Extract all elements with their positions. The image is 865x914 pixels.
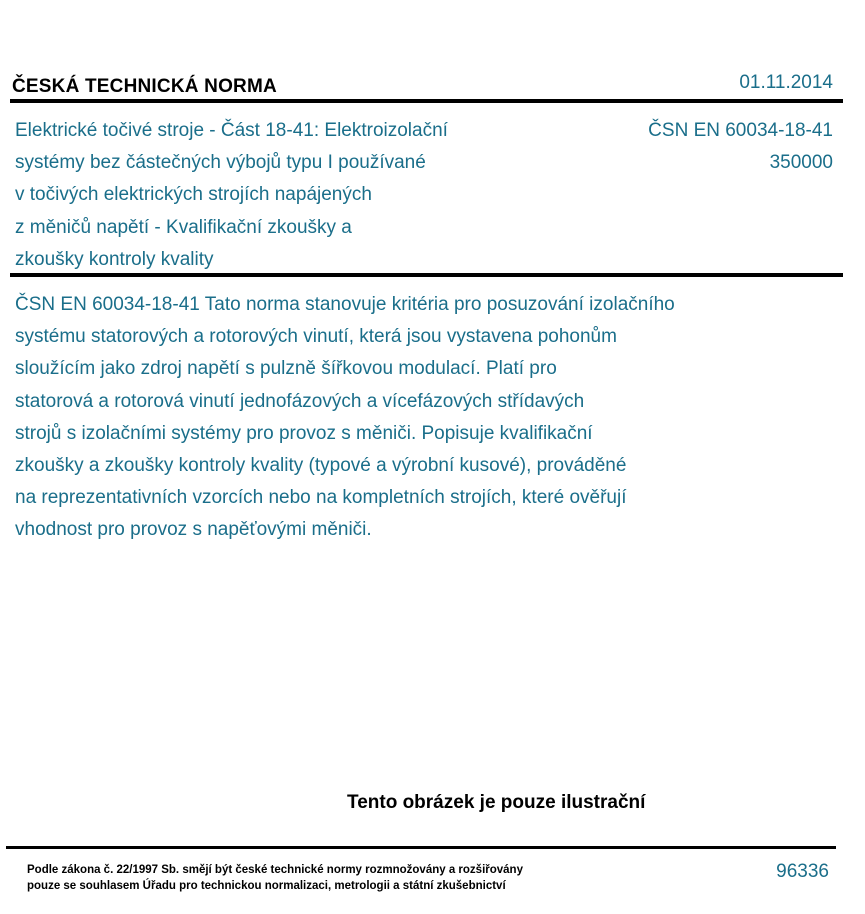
abstract-line: ČSN EN 60034-18-41 Tato norma stanovuje kritéria pro posuzování izolačního [15, 294, 675, 315]
classification-number: 350000 [769, 152, 833, 174]
header-divider [10, 99, 843, 103]
standard-identifiers [648, 115, 833, 179]
standard-header-title: ČESKÁ TECHNICKÁ NORMA [12, 76, 277, 97]
abstract-line: strojů s izolačními systémy pro provoz s měniči. Popisuje kvalifikační [15, 422, 593, 444]
footer-divider [6, 846, 836, 849]
standard-title-line: zkoušky kontroly kvality [15, 248, 214, 270]
abstract-line: sloužícím jako zdroj napětí s pulzně šířkovou modulací. Platí pro [15, 358, 557, 380]
standard-title [15, 115, 535, 276]
title-divider [10, 273, 843, 277]
standard-title-line: v točivých elektrických strojích napájených [15, 184, 372, 206]
standard-title-line: z měničů napětí - Kvalifikační zkoušky a [15, 216, 352, 238]
standard-title-line: systémy bez částečných výbojů typu I používané [15, 152, 426, 174]
abstract-line: vhodnost pro provoz s napěťovými měniči. [15, 519, 372, 541]
standard-abstract [15, 289, 815, 547]
abstract-line: statorová a rotorová vinutí jednofázových a vícefázových střídavých [15, 390, 585, 412]
illustration-disclaimer: Tento obrázek je pouze ilustrační [347, 792, 646, 813]
standard-code: ČSN EN 60034-18-41 [648, 120, 833, 141]
abstract-line: zkoušky a zkoušky kontroly kvality (typové a výrobní kusové), prováděné [15, 455, 627, 477]
legal-notice-line: pouze se souhlasem Úřadu pro technickou normalizaci, metrologii a státní zkušebnictví [27, 880, 506, 892]
abstract-line: na reprezentativních vzorcích nebo na kompletních strojích, které ověřují [15, 487, 627, 509]
document-number: 96336 [776, 861, 829, 882]
publication-date: 01.11.2014 [739, 72, 833, 93]
legal-notice-line: Podle zákona č. 22/1997 Sb. smějí být české technické normy rozmnožovány a rozšiřovány [27, 864, 523, 876]
legal-notice [27, 862, 523, 894]
abstract-line: systému statorových a rotorových vinutí, která jsou vystavena pohonům [15, 326, 617, 348]
standard-title-line: Elektrické točivé stroje - Část 18-41: Elektroizolační [15, 120, 448, 141]
